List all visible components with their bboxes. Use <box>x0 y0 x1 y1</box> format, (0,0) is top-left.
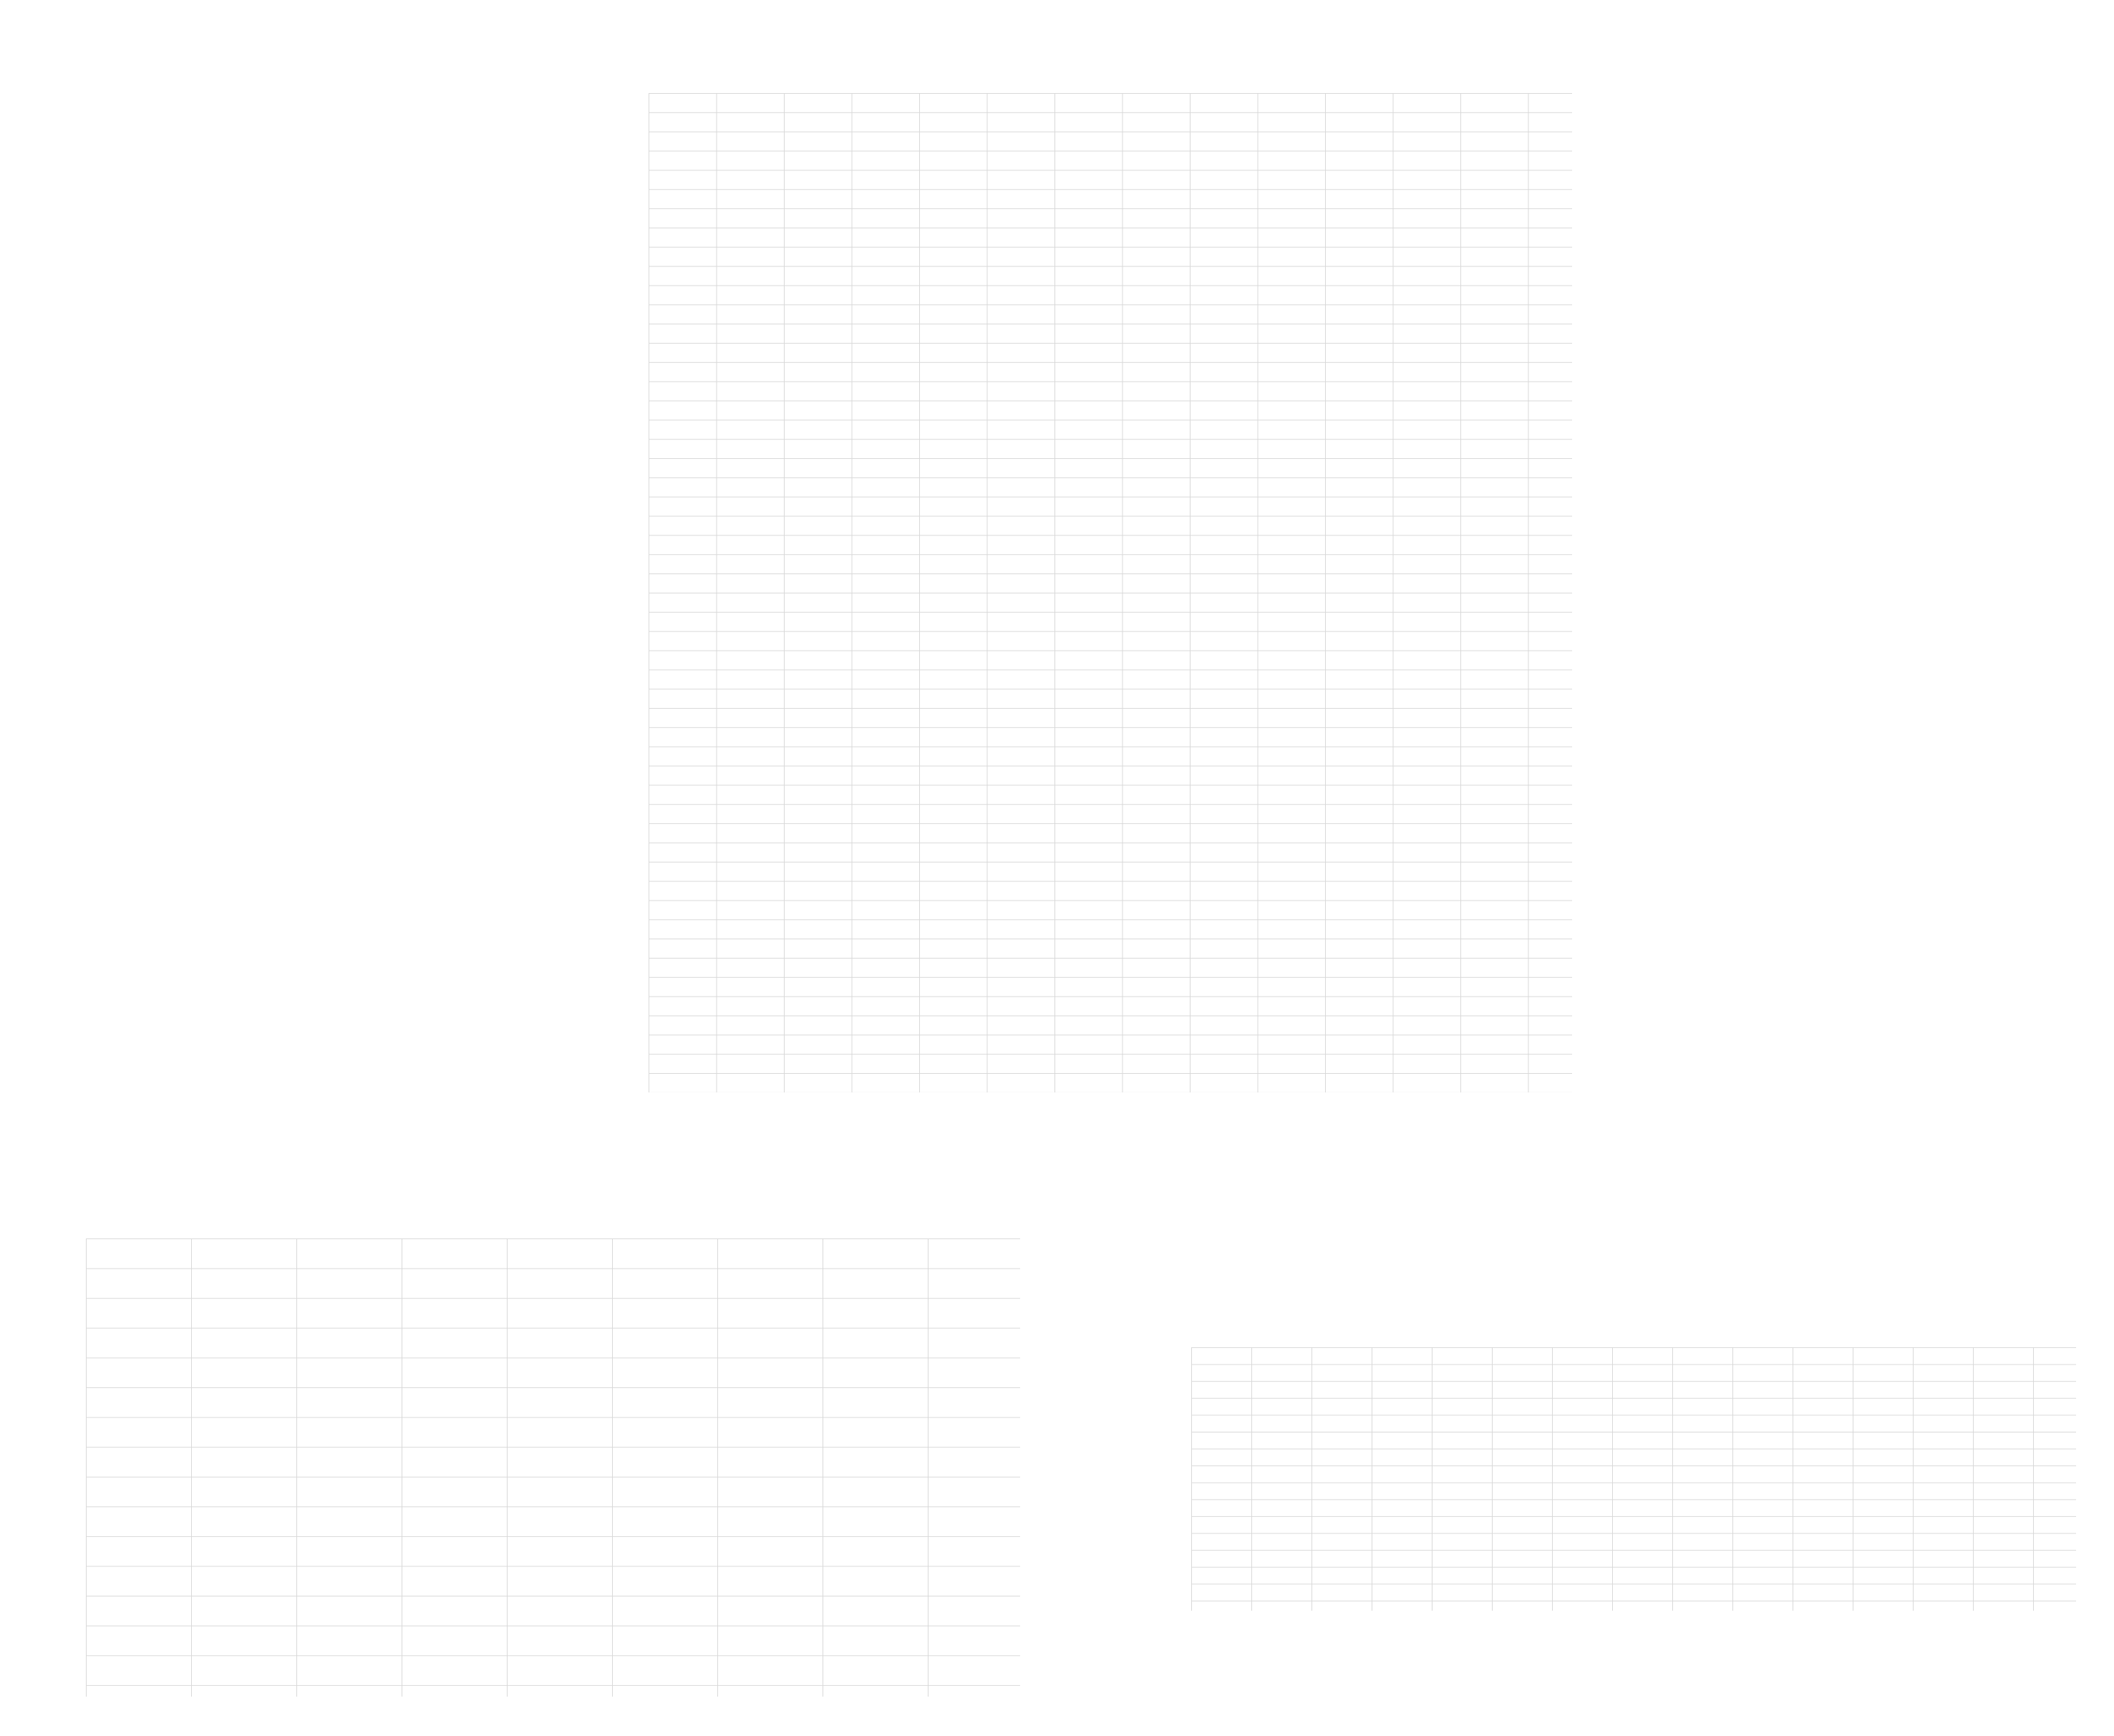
cell-grid[interactable] <box>1191 1347 2076 1611</box>
cell-grid[interactable] <box>86 1238 1020 1697</box>
sheet-population <box>43 1203 1020 1697</box>
cell-grid[interactable] <box>649 93 1572 1092</box>
sheet-crosstab <box>621 72 1572 1092</box>
sheet-scatter <box>1168 1332 2076 1611</box>
